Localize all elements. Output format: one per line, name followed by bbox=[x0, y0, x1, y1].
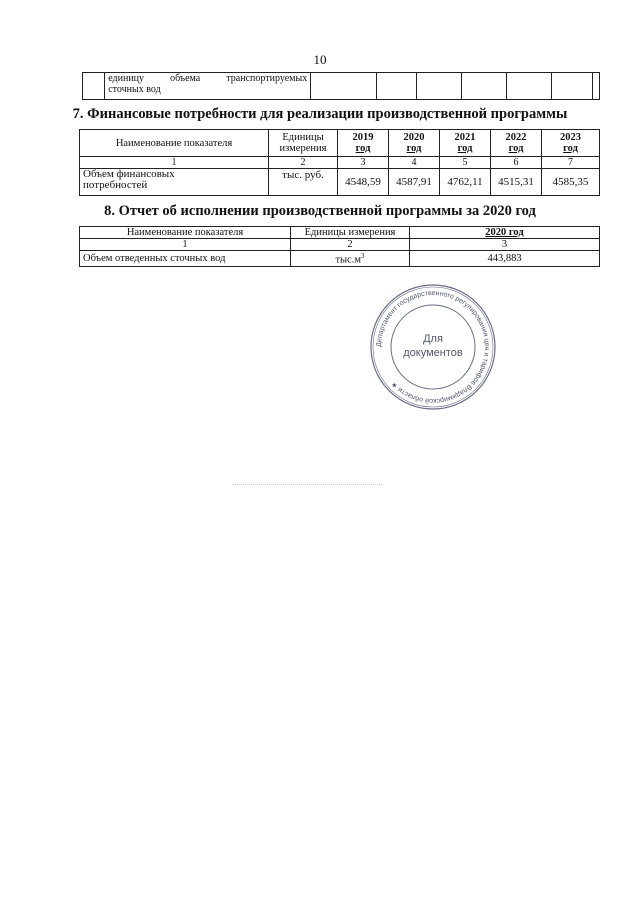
row-value: 4585,35 bbox=[542, 169, 600, 196]
cont-cell-empty bbox=[461, 73, 506, 100]
continuation-table bbox=[82, 72, 600, 100]
column-number-row bbox=[80, 157, 600, 169]
column-number: 6 bbox=[491, 157, 542, 169]
official-stamp bbox=[368, 282, 498, 412]
cont-text-line2: сточных вод bbox=[108, 84, 161, 95]
row-value: 4515,31 bbox=[491, 169, 542, 196]
year-value: 2020 bbox=[403, 132, 425, 143]
col-header-year bbox=[491, 130, 542, 157]
column-number-row bbox=[80, 239, 600, 251]
cont-cell-empty bbox=[416, 73, 461, 100]
year-value: 2022 bbox=[505, 132, 527, 143]
table-header-row bbox=[80, 130, 600, 157]
year-suffix: год bbox=[355, 143, 371, 154]
financial-needs-table bbox=[79, 129, 600, 196]
row-name bbox=[80, 169, 269, 196]
row-value: 4548,59 bbox=[338, 169, 389, 196]
col-header-name: Наименование показателя bbox=[80, 227, 291, 239]
table-row bbox=[80, 251, 600, 267]
row-value: 443,883 bbox=[410, 251, 600, 267]
col-header-unit bbox=[269, 130, 338, 157]
row-value: 4587,91 bbox=[389, 169, 440, 196]
stamp-center-line2: документов bbox=[403, 347, 463, 359]
row-name-line2: потребностей bbox=[83, 179, 148, 191]
table-header-row bbox=[80, 227, 600, 239]
column-number: 1 bbox=[80, 239, 291, 251]
cont-cell-text bbox=[105, 73, 311, 100]
column-number: 1 bbox=[80, 157, 269, 169]
stamp-center-line1: Для bbox=[423, 333, 443, 345]
col-header-year bbox=[410, 227, 600, 239]
column-number: 7 bbox=[542, 157, 600, 169]
column-number: 5 bbox=[440, 157, 491, 169]
year-suffix: год bbox=[508, 143, 524, 154]
year-value: 2023 bbox=[560, 132, 581, 143]
year-value: 2020 год bbox=[485, 227, 524, 238]
col-header-unit: Единицы измерения bbox=[291, 227, 410, 239]
col-header-year bbox=[440, 130, 491, 157]
stamp-ring-textpath: Департамент государственного регулирования цен и тарифов Владимирской области ★ bbox=[375, 289, 491, 405]
col-header-name: Наименование показателя bbox=[80, 130, 269, 157]
year-value: 2019 bbox=[352, 132, 374, 143]
column-number: 3 bbox=[338, 157, 389, 169]
row-unit bbox=[291, 251, 410, 267]
cont-cell-empty bbox=[551, 73, 592, 100]
row-name-line1: Объем финансовых bbox=[83, 168, 175, 180]
cont-text-line1: единицу объема транспортируемых bbox=[108, 73, 308, 84]
unit-line1: Единицы bbox=[282, 132, 324, 143]
unit-line2: измерения bbox=[279, 143, 327, 154]
column-number: 2 bbox=[269, 157, 338, 169]
year-value: 2021 bbox=[454, 132, 476, 143]
section-8-title: 8. Отчет об исполнении производственной программы за 2020 год bbox=[104, 203, 536, 219]
row-unit: тыс. руб. bbox=[269, 169, 338, 196]
year-suffix: год bbox=[406, 143, 422, 154]
row-value: 4762,11 bbox=[440, 169, 491, 196]
col-header-year bbox=[389, 130, 440, 157]
cont-cell-empty bbox=[377, 73, 416, 100]
column-number: 3 bbox=[410, 239, 600, 251]
cont-cell-empty bbox=[311, 73, 377, 100]
row-name: Объем отведенных сточных вод bbox=[80, 251, 291, 267]
cont-cell-empty bbox=[83, 73, 105, 100]
cont-cell-empty bbox=[593, 73, 600, 100]
cont-cell-empty bbox=[506, 73, 551, 100]
section-7-title: 7. Финансовые потребности для реализации производственной программы bbox=[72, 106, 568, 122]
year-suffix: год bbox=[457, 143, 473, 154]
page-number: 10 bbox=[313, 52, 327, 67]
program-report-table bbox=[79, 226, 600, 267]
year-suffix: год bbox=[563, 143, 578, 154]
row-unit-sup: 3 bbox=[361, 252, 365, 260]
column-number: 4 bbox=[389, 157, 440, 169]
row-unit-base: тыс.м bbox=[335, 254, 362, 266]
scan-artifact-dots bbox=[232, 484, 382, 487]
col-header-year bbox=[542, 130, 600, 157]
table-row bbox=[80, 169, 600, 196]
column-number: 2 bbox=[291, 239, 410, 251]
col-header-year bbox=[338, 130, 389, 157]
